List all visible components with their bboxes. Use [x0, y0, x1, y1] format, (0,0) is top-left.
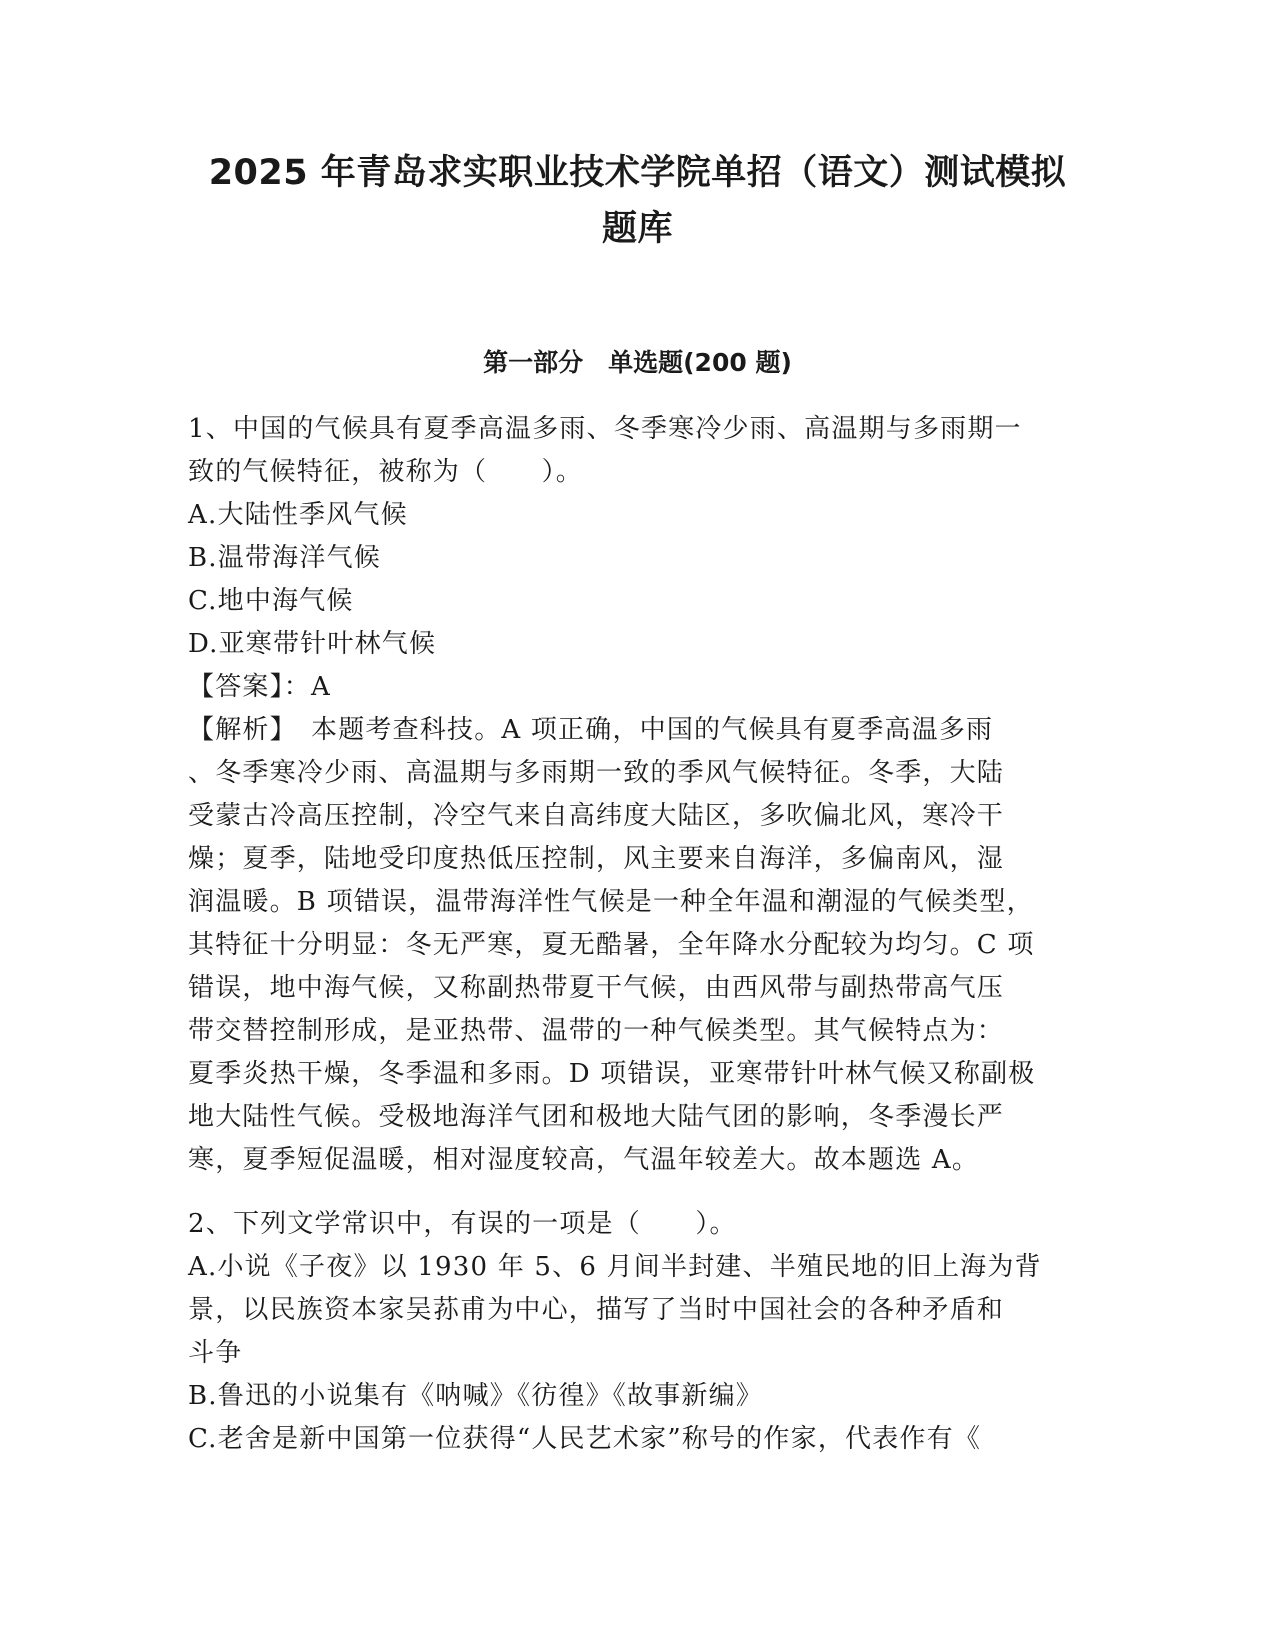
document-body [188, 408, 1088, 1461]
title-line-2: 题库 [601, 209, 673, 249]
option-a-line: 景，以民族资本家吴荪甫为中心，描写了当时中国社会的各种矛盾和 [188, 1295, 1005, 1325]
option-c: C.老舍是新中国第一位获得“人民艺术家”称号的作家，代表作有《 [188, 1424, 982, 1454]
analysis-line: 夏季炎热干燥，冬季温和多雨。D 项错误，亚寒带针叶林气候又称副极 [188, 1059, 1036, 1089]
analysis-line: 润温暖。B 项错误，温带海洋性气候是一种全年温和潮湿的气候类型， [188, 887, 1034, 917]
title-line-1: 2025 年青岛求实职业技术学院单招（语文）测试模拟 [208, 153, 1067, 193]
analysis [188, 709, 1088, 1182]
question-stem-line: 2、下列文学常识中，有误的一项是（ ）。 [188, 1209, 737, 1239]
analysis-line: 带交替控制形成，是亚热带、温带的一种气候类型。其气候特点为： [188, 1016, 1005, 1046]
question-2 [188, 1203, 1088, 1461]
analysis-line: 地大陆性气候。受极地海洋气团和极地大陆气团的影响，冬季漫长严 [188, 1102, 1005, 1132]
question-stem-line: 1、中国的气候具有夏季高温多雨、冬季寒冷少雨、高温期与多雨期一 [188, 414, 1022, 444]
option-a: A.大陆性季风气候 [188, 500, 408, 530]
question-stem-line: 致的气候特征，被称为（ ）。 [188, 457, 584, 487]
analysis-line: 【解析】 本题考查科技。A 项正确，中国的气候具有夏季高温多雨 [188, 715, 994, 745]
question-gap [188, 1182, 1088, 1203]
option-c: C.地中海气候 [188, 586, 354, 616]
document-title [150, 145, 1125, 257]
analysis-line: 错误，地中海气候，又称副热带夏干气候，由西风带与副热带高气压 [188, 973, 1005, 1003]
analysis-line: 受蒙古冷高压控制，冷空气来自高纬度大陆区，多吹偏北风，寒冷干 [188, 801, 1005, 831]
question-1 [188, 408, 1088, 1182]
section-title: 第一部分 单选题(200 题) [483, 348, 792, 377]
option-a-line: 斗争 [188, 1338, 243, 1368]
option-d: D.亚寒带针叶林气候 [188, 629, 437, 659]
analysis-line: 燥；夏季，陆地受印度热低压控制，风主要来自海洋，多偏南风，湿 [188, 844, 1005, 874]
analysis-line: 其特征十分明显：冬无严寒，夏无酷暑，全年降水分配较为均匀。C 项 [188, 930, 1035, 960]
option-b: B.温带海洋气候 [188, 543, 381, 573]
analysis-line: 寒，夏季短促温暖，相对湿度较高，气温年较差大。故本题选 A。 [188, 1145, 980, 1175]
answer: 【答案】：A [188, 672, 331, 702]
option-b: B.鲁迅的小说集有《呐喊》《彷徨》《故事新编》 [188, 1381, 763, 1411]
option-a-line: A.小说《子夜》以 1930 年 5、6 月间半封建、半殖民地的旧上海为背 [188, 1252, 1042, 1282]
analysis-line: 、冬季寒冷少雨、高温期与多雨期一致的季风气候特征。冬季，大陆 [188, 758, 1005, 788]
